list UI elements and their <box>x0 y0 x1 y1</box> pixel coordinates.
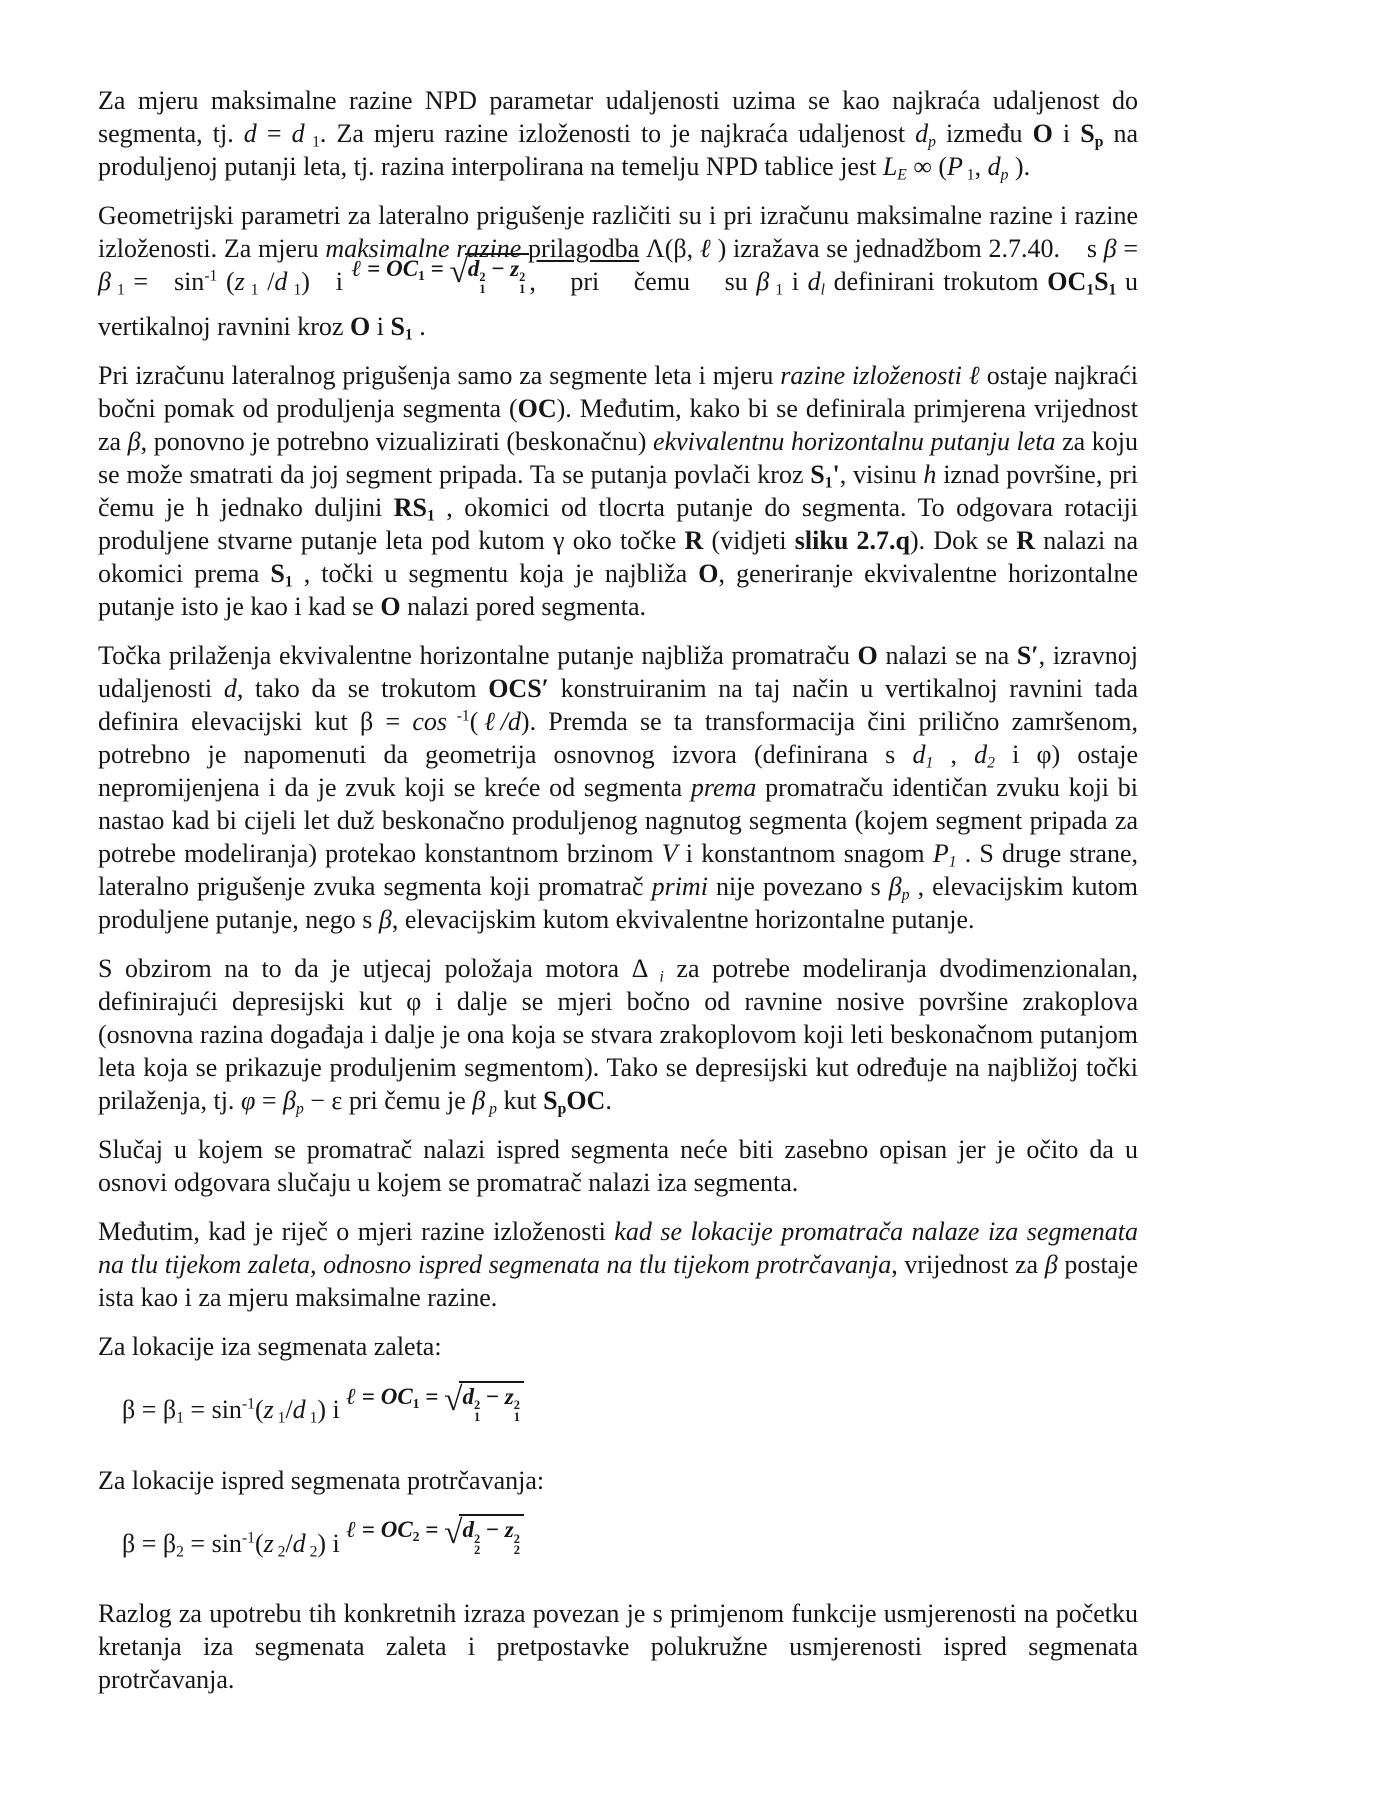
text-run: ' <box>832 459 840 489</box>
text-run: Za lokacije ispred segmenata protrčavanja: <box>98 1465 545 1495</box>
text-run: − <box>480 1383 505 1409</box>
text-run: β <box>888 871 902 901</box>
text-run: L <box>882 152 898 181</box>
text-run: -1 <box>204 267 218 285</box>
text-run: 2 <box>513 1397 520 1412</box>
text-run: z <box>510 255 520 281</box>
text-run: h <box>923 459 937 489</box>
text-run: Razlog za upotrebu tih konkretnih izraza povezan je s primjenom funkcije usmjerenosti na početku kretanja iza segmenata zaleta i pretpostavke polukružne usmjerenosti ispred segmenata protrčavanja. <box>98 1599 1138 1695</box>
para-slucaj <box>98 1133 1138 1199</box>
text-run: . Za mjeru razine izloženosti to je najkraća udaljenost <box>319 119 916 148</box>
text-run: d <box>974 739 988 769</box>
text-run: 2 <box>479 269 486 284</box>
text-run: RS <box>393 492 427 522</box>
text-run: d <box>807 267 821 296</box>
text-run <box>459 1514 523 1557</box>
text-run: ostaje najkraći bočni pomak od produljenja segmenta ( <box>98 360 1138 423</box>
text-run: − <box>480 1517 505 1543</box>
text-run: , okomici od tlocrta putanje do segmenta. To odgovara rotaciji produljene stvarne putanje leta pod kutom γ oko točke <box>98 492 1138 555</box>
text-run: − <box>485 255 511 281</box>
text-run: ( <box>254 1394 264 1424</box>
text-run: Za mjeru maksimalne razine NPD parametar udaljenosti uzima se kao najkraća udaljenost do segmenta, tj. <box>98 86 1138 148</box>
text-run: S <box>1094 267 1109 296</box>
text-run: kut <box>496 1085 544 1115</box>
text-run: d <box>243 119 257 148</box>
text-run: 2 <box>305 1543 318 1561</box>
text-run: O <box>1032 119 1053 148</box>
text-run: = sin <box>183 1394 242 1424</box>
text-run: Pri izračunu lateralnog prigušenja samo za segmente leta i mjeru <box>98 360 781 390</box>
text-run: Slučaj u kojem se promatrač nalazi ispred segmenta neće biti zasebno opisan jer je očito da u osnovi odgovara slučaju u kojem se promatrač nalazi iza segmenta. <box>98 1134 1138 1197</box>
text-run: ). <box>1008 152 1031 181</box>
text-run: , elevacijskim kutom ekvivalentne horizontalne putanje. <box>391 904 975 934</box>
text-run: i <box>783 267 808 296</box>
text-run: na produljenoj putanji leta, tj. razina interpolirana na temelju NPD tablice jest <box>98 119 1139 181</box>
text-run: β <box>1103 234 1117 263</box>
text-run: z <box>234 267 245 296</box>
text-run: 1 <box>513 1409 520 1424</box>
text-run: z <box>263 1394 274 1424</box>
para-tocka-prilazenja <box>98 639 1138 936</box>
text-run: Geometrijski parametri za lateralno prigušenje različiti su i pri izračunu maksimalne razine i razine izloženosti. Za mjeru <box>98 201 1138 263</box>
text-run: i konstantnom snagom <box>677 838 933 868</box>
text-run: 1 <box>273 1409 286 1427</box>
text-run: β = β <box>122 1394 177 1424</box>
text-run: i φ) ostaje nepromijenjena i da je zvuk koji se kreće od segmenta <box>98 739 1138 802</box>
para-medutim <box>98 1215 1138 1314</box>
text-run: p <box>928 133 936 151</box>
text-run: d <box>291 119 305 148</box>
text-run <box>465 253 529 296</box>
text-run: OC <box>380 1517 413 1543</box>
text-run: ℓ = $OC_1 = √d$ 2 1 − z 2 1 <box>346 1381 524 1424</box>
text-run: = sin <box>183 1528 242 1558</box>
text-run: 1 <box>1086 281 1095 299</box>
text-run <box>519 269 526 296</box>
text-run: nalazi pored segmenta. <box>400 591 647 621</box>
text-run: ekvivalentnu horizontalnu putanju leta <box>653 426 1056 456</box>
text-run: nalazi na okomici prema <box>98 525 1139 588</box>
text-run: = <box>424 255 450 281</box>
text-run: p <box>295 1100 304 1118</box>
text-run: konstruiranim na taj način u vertikalnoj ravnini tada definira elevacijski kut β = <box>98 673 1138 736</box>
text-run: β <box>378 904 392 934</box>
text-run: Za lokacije iza segmenata zaleta: <box>98 1331 442 1361</box>
text-run: d <box>912 739 926 769</box>
text-run: 1 <box>418 267 425 283</box>
text-run: S obzirom na to da je utjecaj položaja motora Δ <box>98 953 660 983</box>
formula-beta-2 <box>98 1514 1138 1572</box>
text-run: z <box>504 1517 514 1543</box>
text-run: = <box>255 1085 283 1115</box>
text-run: -1 <box>447 707 470 725</box>
text-run: , elevacijskim kutom produljene putanje, nego s <box>98 871 1138 934</box>
text-run: ℓ = $OC_1 = √d$ 2 1 − z 2 1 <box>352 253 530 296</box>
text-run: Točka prilaženja ekvivalentne horizontalne putanje najbliža promatraču <box>98 640 858 670</box>
para-geometrijski-parametri <box>98 199 1138 343</box>
text-run: ( <box>254 1528 264 1558</box>
text-run: = <box>361 255 387 281</box>
para-za-lokacije-ispred <box>98 1464 1138 1497</box>
text-run: p <box>1094 133 1104 151</box>
text-run: ℓ <box>346 1383 357 1409</box>
text-run: 1 <box>1108 281 1117 299</box>
text-run: − ε pri čemu je <box>303 1085 473 1115</box>
text-run: l <box>820 281 825 299</box>
text-run: 1 <box>925 754 934 772</box>
text-run: ). Premda se ta transformacija čini prilično zamršenom, potrebno je napomenuti da geometrija osnovnog izvora (definirana s <box>98 706 1138 769</box>
text-run: 2 <box>513 1531 520 1546</box>
text-run: u vertikalnoj ravnini kroz <box>98 267 1138 341</box>
text-run: ℓ <box>699 234 711 263</box>
text-run: S′ <box>1016 640 1039 670</box>
text-run: OC <box>1047 267 1087 296</box>
text-run: . <box>412 311 426 341</box>
text-run: 1 <box>948 853 957 871</box>
text-run: postaje ista kao i za mjeru maksimalne razine. <box>98 1249 1138 1312</box>
text-run: definirani trokutom <box>824 267 1048 296</box>
text-run: p <box>901 886 910 904</box>
text-run: 2 <box>412 1529 420 1545</box>
text-run: primi <box>651 871 708 901</box>
text-run: S <box>810 459 825 489</box>
text-run: V <box>661 838 678 868</box>
text-run: , točki u segmentu koja je najbliža <box>292 558 699 588</box>
text-run: 1 <box>244 281 259 299</box>
text-run: Međutim, kad je riječ o mjeri razine izloženosti <box>98 1216 615 1246</box>
text-run: β <box>472 1085 486 1115</box>
text-run: 1 <box>304 133 320 151</box>
text-run: S <box>390 311 405 341</box>
text-run: d <box>223 673 237 703</box>
text-run: R <box>1016 525 1035 555</box>
text-run: nije povezano s <box>707 871 889 901</box>
text-run: d <box>467 255 480 281</box>
text-run: 2 <box>513 1543 520 1558</box>
document-body <box>98 84 1138 1696</box>
text-run: β <box>283 1085 296 1115</box>
text-run: / <box>258 267 275 296</box>
text-run: 1 <box>962 166 975 184</box>
text-run: za potrebe modeliranja dvodimenzionalan, definirajući depresijski kut φ i dalje se mjeri bočno od ravnine nosive površine zrakoplova (osnovna razina događaja i dalje je ona koja se stvara zrakoplovom koji leti beskonačnom putanjom leta koja se prikazuje produljenim segmentom). Tako se depresijski kut određuje na najbližoj točki prilaženja, tj. <box>98 953 1138 1115</box>
text-run: , visinu <box>839 459 924 489</box>
text-run: 1 <box>176 1409 184 1427</box>
text-run: z <box>504 1383 514 1409</box>
text-run: nalazi se na <box>877 640 1017 670</box>
text-run: ℓ <box>351 255 362 281</box>
text-run: S <box>270 558 285 588</box>
para-npd-parametar <box>98 84 1138 183</box>
text-run: β <box>98 267 111 296</box>
text-run: 1 <box>824 474 833 492</box>
text-run <box>962 361 969 390</box>
text-run: 2 <box>473 1543 481 1558</box>
para-za-lokacije-iza <box>98 1330 1138 1363</box>
text-run: OC <box>517 393 557 423</box>
text-run: ℓ = $OC_2 = √d$ 2 2 − z 2 2 <box>346 1514 524 1557</box>
text-run: kad se lokacije promatrača nalaze iza segmenata na tlu tijekom zaleta, odnosno ispred segmenata na tlu tijekom protrčavanja <box>98 1216 1138 1279</box>
formula-beta-1 <box>98 1380 1138 1438</box>
text-run: = <box>256 119 292 148</box>
text-run: i <box>1052 119 1081 148</box>
text-run: ℓ <box>968 360 980 390</box>
text-run: ) izražava se jednadžbom <box>710 234 989 263</box>
text-run <box>513 1531 520 1558</box>
text-run: 1 <box>110 281 125 299</box>
text-run: , tako da se trokutom <box>236 673 489 703</box>
text-run: E <box>897 166 907 184</box>
text-run: / <box>285 1394 293 1424</box>
text-run: d <box>462 1517 474 1543</box>
text-run: 1 <box>305 1409 318 1427</box>
text-run: 1 <box>769 281 784 299</box>
text-run: R <box>684 525 704 555</box>
text-run: d <box>915 119 929 148</box>
text-run: O <box>698 558 719 588</box>
text-run: , ponovno je potrebno vizualizirati (beskonačnu) <box>140 426 654 456</box>
text-run: ( <box>217 267 235 296</box>
text-run: d <box>292 1528 306 1558</box>
text-run: P <box>947 152 963 181</box>
para-razlog <box>98 1597 1138 1696</box>
text-run <box>459 1381 523 1424</box>
text-run: i <box>370 311 391 341</box>
text-run: ). Dok se <box>909 525 1017 555</box>
text-run: cos <box>412 706 448 736</box>
text-run: ( <box>469 706 479 736</box>
text-run: OC <box>386 255 419 281</box>
text-run: / <box>285 1528 293 1558</box>
text-run: 2 <box>176 1543 184 1561</box>
text-run: 1 <box>519 281 526 296</box>
text-run: ) i <box>317 1528 347 1558</box>
text-run: promatraču identičan zvuku koji bi nastao kad bi cijeli let duž beskonačno produljenog nagnutog segmenta (kojem segment pripada za potrebe modeliranja) protekao konstantnom brzinom <box>98 772 1139 868</box>
text-run: 2 <box>273 1543 286 1561</box>
text-run: , generiranje ekvivalentne horizontalne putanje isto je kao i kad se <box>98 558 1138 621</box>
text-run: ) i <box>317 1394 347 1424</box>
text-run: OCS′ <box>488 673 549 703</box>
text-run: ) i <box>301 267 352 296</box>
text-run: = <box>419 1383 445 1409</box>
text-run: OC <box>380 1383 413 1409</box>
text-run: β = β <box>122 1528 177 1558</box>
text-run: 2 <box>519 269 526 284</box>
text-run: p <box>557 1100 567 1118</box>
text-run: prema <box>690 772 757 802</box>
para-pri-izracunu <box>98 359 1138 623</box>
text-run: = <box>1116 234 1138 263</box>
text-run: d <box>274 267 288 296</box>
text-run: ℓ/d <box>478 706 521 736</box>
text-run: 1 <box>412 1395 420 1411</box>
text-run: 2.7.40. s <box>988 234 1104 263</box>
text-run: , <box>974 152 988 181</box>
text-run: S <box>1080 119 1095 148</box>
text-run: , pri čemu su <box>529 267 757 296</box>
text-run: ℓ <box>346 1517 357 1543</box>
text-run: 1 <box>404 326 413 344</box>
text-run: razine izloženosti <box>780 360 962 390</box>
text-run: z <box>263 1528 274 1558</box>
text-run: , <box>933 739 975 769</box>
text-run: . S druge strane, lateralno prigušenje zvuka segmenta koji promatrač <box>98 838 1139 901</box>
text-run: 2 <box>987 754 995 772</box>
text-run: za koju se može smatrati da joj segment pripada. Ta se putanja povlači kroz <box>98 426 1138 489</box>
text-run: O <box>857 640 878 670</box>
text-run: p <box>1000 166 1009 184</box>
text-run: 1 <box>284 573 293 591</box>
text-run: d <box>987 152 1001 181</box>
text-run: (vidjeti <box>703 525 795 555</box>
text-run: ∞ ( <box>906 152 948 181</box>
text-run: maksimalne razine <box>325 234 522 263</box>
text-run: d <box>462 1383 474 1409</box>
text-run: 1 <box>473 1409 481 1424</box>
text-run: = sin <box>124 267 205 296</box>
text-run: sliku 2.7.q <box>794 525 910 555</box>
text-run: O <box>349 311 371 341</box>
text-run: = <box>419 1517 445 1543</box>
text-run: između <box>935 119 1033 148</box>
text-run: -1 <box>241 1529 255 1547</box>
text-run: 2 <box>473 1531 481 1546</box>
text-run: iznad površine, pri čemu je h jednako duljini <box>98 459 1138 522</box>
text-run: = <box>356 1383 381 1409</box>
text-run: d <box>292 1394 306 1424</box>
text-run: 1 <box>287 281 302 299</box>
text-run: P <box>932 838 949 868</box>
text-run: , vrijednost za <box>891 1249 1045 1279</box>
text-run: 1 <box>479 281 486 296</box>
text-run: , izravnoj udaljenosti <box>98 640 1139 703</box>
text-run: prilagodba <box>528 234 640 263</box>
text-run: = <box>356 1517 381 1543</box>
text-run: ). Međutim, kako bi se definirala primjerena vrijednost za <box>98 393 1138 456</box>
text-run: . <box>605 1085 612 1115</box>
text-run <box>513 1397 520 1424</box>
text-run: -1 <box>241 1395 255 1413</box>
text-run: OC <box>566 1085 606 1115</box>
text-run: S <box>543 1085 558 1115</box>
text-run: 1 <box>426 507 435 525</box>
para-s-obzirom <box>98 952 1138 1117</box>
text-run: β <box>127 426 141 456</box>
text-run: p <box>485 1100 497 1118</box>
text-run: 2 <box>473 1397 481 1412</box>
text-run: β <box>756 267 770 296</box>
text-run: Λ(β, <box>639 234 700 263</box>
text-run: i <box>659 968 664 986</box>
text-run: O <box>380 591 401 621</box>
text-run: β <box>1044 1249 1058 1279</box>
text-run: φ <box>240 1085 256 1115</box>
